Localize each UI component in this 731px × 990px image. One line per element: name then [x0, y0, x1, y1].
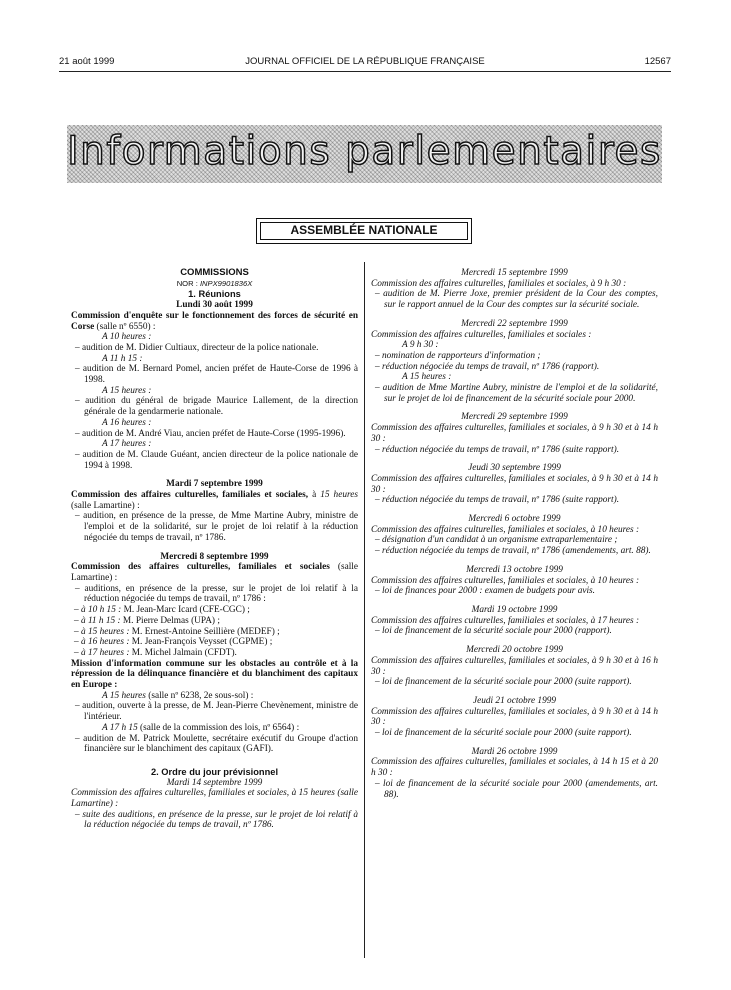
time-label: A 16 heures :	[102, 417, 152, 428]
sub-item: – à 10 h 15 : M. Jean-Marc Icard (CFE-CGC) ;	[74, 605, 250, 616]
commission-title: Commission des affaires culturelles, familiales et sociales, à 15 heures (salle Lamartine) :	[71, 490, 358, 511]
time-label: A 9 h 30 :	[402, 340, 439, 351]
time-label: A 15 heures :	[102, 385, 152, 396]
header-rule	[59, 71, 671, 72]
time-label: A 17 h 15 (salle de la commission des lois, nº 6564) :	[102, 722, 300, 733]
commission-title: Commission d'enquête sur le fonctionnement des forces de sécurité en Corse (salle nº 6550) :	[71, 310, 358, 332]
agenda-item: – audition de M. Bernard Pomel, ancien préfet de Haute-Corse de 1996 à 1998.	[75, 364, 358, 386]
agenda-item: – audition, ouverte à la presse, de M. Jean-Pierre Chevènement, ministre de l'intérieur.	[75, 701, 358, 723]
banner-title: Informations parlementaires	[67, 129, 662, 174]
date-heading: Mercredi 13 octobre 1999	[466, 564, 563, 575]
section-heading-agenda: 2. Ordre du jour prévisionnel	[150, 766, 279, 777]
assembly-box	[256, 218, 472, 244]
time-label: A 11 h 15 :	[102, 353, 143, 364]
time-label: A 15 heures :	[402, 372, 452, 383]
date-heading: Jeudi 30 septembre 1999	[468, 463, 561, 474]
agenda-item: – nomination de rapporteurs d'information ;	[375, 350, 541, 361]
header-page-number: 12567	[644, 56, 671, 67]
agenda-item: – loi de finances pour 2000 : examen de budgets pour avis.	[375, 586, 595, 597]
right-column	[371, 268, 658, 800]
date-heading: Mercredi 6 octobre 1999	[468, 514, 561, 525]
assembly-title: ASSEMBLÉE NATIONALE	[260, 222, 468, 240]
agenda-item: – loi de financement de la sécurité sociale pour 2000 (suite rapport).	[375, 728, 632, 739]
agenda-item: – audition de M. Pierre Joxe, premier président de la Cour des comptes, sur le rapport annuel de la Cour des comptes sur la sécurité sociale.	[375, 289, 658, 311]
date-heading: Mardi 7 septembre 1999	[166, 479, 263, 490]
commission-title: Commission des affaires culturelles, familiales et sociales, à 15 heures (salle Lamartine) :	[71, 788, 358, 810]
date-heading: Mardi 19 octobre 1999	[471, 604, 558, 615]
commission-title: Commission des affaires culturelles, familiales et sociales :	[371, 329, 592, 340]
commission-title: Commission des affaires culturelles, familiales et sociales, à 9 h 30 et à 14 h 30 :	[371, 706, 658, 728]
commission-title: Commission des affaires culturelles, familiales et sociales, à 10 heures :	[371, 524, 640, 535]
commission-title: Mission d'information commune sur les obstacles au contrôle et à la répression de la délinquance financière et du blanchiment des capitaux en Europe :	[71, 658, 358, 691]
date-heading: Mercredi 29 septembre 1999	[461, 412, 568, 423]
agenda-item: – audition de Mme Martine Aubry, ministre de l'emploi et de la solidarité, sur le projet de loi de financement de la sécurité sociale pour 2000.	[375, 383, 658, 404]
agenda-item: – audition du général de brigade Maurice Lallement, de la direction générale de la gendarmerie nationale.	[75, 396, 358, 418]
commission-title: Commission des affaires culturelles, familiales et sociales, à 9 h 30 :	[371, 278, 627, 289]
agenda-item: – loi de financement de la sécurité sociale pour 2000 (rapport).	[375, 626, 612, 637]
agenda-item: – audition de M. André Viau, ancien préfet de Haute-Corse (1995-1996).	[75, 428, 346, 439]
running-header	[59, 56, 671, 70]
commission-title: Commission des affaires culturelles, familiales et sociales (salle Lamartine) :	[71, 562, 358, 583]
column-divider	[364, 262, 365, 958]
sub-item: – à 15 heures : M. Ernest-Antoine Seillière (MEDEF) ;	[74, 626, 280, 637]
date-heading: Jeudi 21 octobre 1999	[472, 695, 557, 706]
agenda-item: – réduction négociée du temps de travail, nº 1786 (suite rapport).	[375, 444, 620, 455]
time-label: A 17 heures :	[102, 439, 152, 450]
header-date: 21 août 1999	[59, 56, 115, 67]
date-heading: Mercredi 22 septembre 1999	[461, 318, 568, 329]
sub-item: – à 11 h 15 : M. Pierre Delmas (UPA) ;	[74, 615, 220, 626]
header-journal-title: JOURNAL OFFICIEL DE LA RÉPUBLIQUE FRANÇAISE	[245, 56, 485, 67]
agenda-item: – suite des auditions, en présence de la presse, sur le projet de loi relatif à la réduction négociée du temps de travail, nº 1786.	[75, 809, 358, 831]
agenda-item: – audition, en présence de la presse, de Mme Martine Aubry, ministre de l'emploi et de la solidarité, sur le projet de loi relatif à la réduction négociée du temps de travail, nº 1786.	[75, 511, 358, 543]
date-heading: Mercredi 20 octobre 1999	[466, 645, 563, 656]
date-heading: Mercredi 8 septembre 1999	[160, 551, 269, 562]
commission-title: Commission des affaires culturelles, familiales et sociales, à 9 h 30 et à 16 h 30 :	[371, 655, 658, 677]
agenda-item: – audition de M. Claude Guéant, ancien directeur de la police nationale de 1994 à 1998.	[75, 449, 358, 471]
time-label: A 10 heures :	[102, 332, 152, 343]
agenda-item: – réduction négociée du temps de travail, nº 1786 (suite rapport).	[375, 495, 620, 506]
date-heading: Mardi 26 octobre 1999	[471, 746, 558, 757]
commission-title: Commission des affaires culturelles, familiales et sociales, à 9 h 30 et à 14 h 30 :	[371, 473, 658, 495]
date-heading: Mercredi 15 septembre 1999	[461, 268, 568, 278]
time-label: A 15 heures (salle nº 6238, 2e sous-sol) :	[102, 690, 254, 701]
agenda-item: – réduction négociée du temps de travail, nº 1786 (amendements, art. 88).	[375, 546, 651, 557]
commission-title: Commission des affaires culturelles, familiales et sociales, à 17 heures :	[371, 615, 640, 626]
agenda-item: – loi de financement de la sécurité sociale pour 2000 (suite rapport).	[375, 677, 632, 688]
nor-reference: NOR : INPX9901836X	[176, 278, 253, 288]
agenda-item: – audition de M. Didier Cultiaux, directeur de la police nationale.	[75, 342, 319, 353]
date-heading: Lundi 30 août 1999	[176, 300, 253, 311]
left-column	[71, 268, 358, 831]
section-heading-reunions: 1. Réunions	[188, 289, 241, 300]
commission-title: Commission des affaires culturelles, familiales et sociales, à 10 heures :	[371, 575, 640, 586]
agenda-item: – audition de M. Patrick Moulette, secrétaire exécutif du Groupe d'action financière sur le blanchiment des capitaux (GAFI).	[75, 733, 358, 755]
commission-title: Commission des affaires culturelles, familiales et sociales, à 9 h 30 et à 14 h 30 :	[371, 423, 658, 444]
sub-item: – à 16 heures : M. Jean-François Veysset (CGPME) ;	[74, 637, 273, 648]
commissions-heading: COMMISSIONS	[180, 267, 249, 278]
sub-item: – à 17 heures : M. Michel Jalmain (CFDT).	[74, 647, 237, 658]
date-heading: Mardi 14 septembre 1999	[166, 777, 263, 788]
section-banner	[67, 125, 662, 183]
agenda-item: – désignation d'un candidat à un organisme extraparlementaire ;	[375, 535, 618, 546]
commission-title: Commission des affaires culturelles, familiales et sociales, à 14 h 15 et à 20 h 30 :	[371, 757, 658, 779]
agenda-item: – auditions, en présence de la presse, sur le projet de loi relatif à la réduction négociée du temps de travail, nº 1786 :	[75, 583, 358, 605]
agenda-item: – réduction négociée du temps de travail, nº 1786 (rapport).	[375, 361, 600, 372]
agenda-item: – loi de financement de la sécurité sociale pour 2000 (amendements, art. 88).	[375, 778, 658, 800]
